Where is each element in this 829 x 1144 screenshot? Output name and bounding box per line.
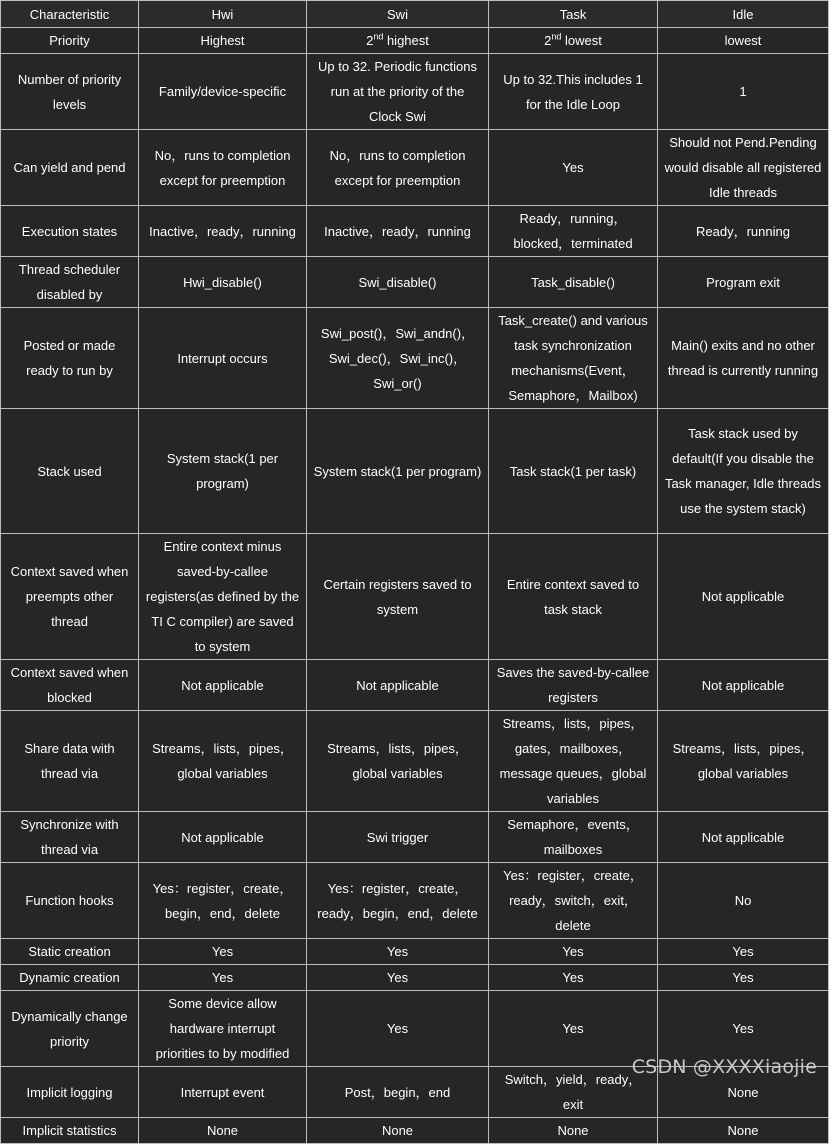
table-cell: None: [307, 1118, 489, 1144]
table-cell: lowest: [658, 28, 829, 54]
table-cell: None: [139, 1118, 307, 1144]
table-cell: Swi_disable(): [307, 257, 489, 308]
table-cell: Stack used: [1, 409, 139, 534]
watermark: CSDN @XXXXiaojie: [631, 1056, 817, 1078]
table-cell: No，runs to completion except for preemption: [307, 130, 489, 206]
table-cell: Posted or made ready to run by: [1, 308, 139, 409]
table-cell: Streams，lists，pipes，gates，mailboxes，message queues，global variables: [489, 711, 658, 812]
table-cell: Priority: [1, 28, 139, 54]
table-cell: Yes: [307, 991, 489, 1067]
table-row: [1, 812, 829, 863]
table-cell: Execution states: [1, 206, 139, 257]
table-row: [1, 409, 829, 534]
table-cell: Switch，yield，ready，exit: [489, 1067, 658, 1118]
table-row: [1, 939, 829, 965]
table-cell: Yes: [307, 965, 489, 991]
table-cell: No，runs to completion except for preemption: [139, 130, 307, 206]
table-cell: Should not Pend.Pending would disable all registered Idle threads: [658, 130, 829, 206]
table-cell: Can yield and pend: [1, 130, 139, 206]
header-cell: Swi: [307, 1, 489, 28]
table-row: [1, 257, 829, 308]
table-row: [1, 965, 829, 991]
priority-num: 2: [366, 33, 374, 48]
table-cell: Yes: [658, 939, 829, 965]
table-cell: System stack(1 per program): [307, 409, 489, 534]
table-cell: Implicit statistics: [1, 1118, 139, 1144]
table-cell: [489, 28, 658, 54]
table-cell: Not applicable: [658, 660, 829, 711]
table-cell: Ready，running，blocked，terminated: [489, 206, 658, 257]
table-cell: Inactive，ready，running: [307, 206, 489, 257]
table-cell: Program exit: [658, 257, 829, 308]
table-cell: Yes：register，create，ready，switch，exit，delete: [489, 863, 658, 939]
header-cell: Task: [489, 1, 658, 28]
table-cell: Task_disable(): [489, 257, 658, 308]
table-cell: Semaphore，events，mailboxes: [489, 812, 658, 863]
table-cell: Context saved when blocked: [1, 660, 139, 711]
table-row: [1, 130, 829, 206]
table-cell: Task stack used by default(If you disable the Task manager, Idle threads use the system stack): [658, 409, 829, 534]
table-cell: Not applicable: [658, 534, 829, 660]
table-cell: Swi_post()，Swi_andn()，Swi_dec()，Swi_inc()，Swi_or(): [307, 308, 489, 409]
table-cell: Up to 32.This includes 1 for the Idle Loop: [489, 54, 658, 130]
table-cell: Yes: [139, 965, 307, 991]
table-cell: Family/device-specific: [139, 54, 307, 130]
table-cell: Not applicable: [139, 812, 307, 863]
table-cell: Yes：register，create，begin，end，delete: [139, 863, 307, 939]
table-row: [1, 1118, 829, 1144]
table-cell: Yes: [658, 965, 829, 991]
table-cell: Share data with thread via: [1, 711, 139, 812]
header-cell: Characteristic: [1, 1, 139, 28]
table-cell: Task_create() and various task synchronization mechanisms(Event，Semaphore，Mailbox): [489, 308, 658, 409]
table-cell: Not applicable: [307, 660, 489, 711]
table-cell: System stack(1 per program): [139, 409, 307, 534]
table-cell: Entire context saved to task stack: [489, 534, 658, 660]
table-row: [1, 534, 829, 660]
table-cell: Not applicable: [139, 660, 307, 711]
header-row: [1, 1, 829, 28]
table-cell: Dynamically change priority: [1, 991, 139, 1067]
table-row: [1, 308, 829, 409]
table-cell: Streams，lists，pipes，global variables: [658, 711, 829, 812]
table-row: [1, 660, 829, 711]
table-cell: None: [658, 1118, 829, 1144]
table-cell: Ready，running: [658, 206, 829, 257]
table-cell: No: [658, 863, 829, 939]
table-cell: Yes: [307, 939, 489, 965]
table-cell: Post，begin，end: [307, 1067, 489, 1118]
table-cell: Task stack(1 per task): [489, 409, 658, 534]
table-cell: None: [658, 1067, 829, 1118]
table-cell: Streams，lists，pipes，global variables: [139, 711, 307, 812]
table-cell: Up to 32. Periodic functions run at the priority of the Clock Swi: [307, 54, 489, 130]
table-cell: Implicit logging: [1, 1067, 139, 1118]
table-cell: Yes：register，create，ready，begin，end，delete: [307, 863, 489, 939]
table-row: [1, 863, 829, 939]
table-cell: Hwi_disable(): [139, 257, 307, 308]
table-cell: Synchronize with thread via: [1, 812, 139, 863]
table-cell: Yes: [489, 965, 658, 991]
table-cell: Yes: [139, 939, 307, 965]
table-cell: Entire context minus saved-by-callee registers(as defined by the TI C compiler) are saved to system: [139, 534, 307, 660]
priority-rest: lowest: [561, 33, 602, 48]
table-cell: Thread scheduler disabled by: [1, 257, 139, 308]
table-cell: Inactive，ready，running: [139, 206, 307, 257]
table-cell: Highest: [139, 28, 307, 54]
priority-suffix: nd: [373, 31, 384, 42]
table-cell: Main() exits and no other thread is currently running: [658, 308, 829, 409]
priority-suffix: nd: [551, 31, 562, 42]
priority-rest: highest: [383, 33, 429, 48]
table-cell: Not applicable: [658, 812, 829, 863]
table-body: [1, 1, 829, 1144]
table-cell: None: [489, 1118, 658, 1144]
table-cell: Function hooks: [1, 863, 139, 939]
table-cell: Yes: [489, 130, 658, 206]
table-row: [1, 28, 829, 54]
header-cell: Idle: [658, 1, 829, 28]
priority-num: 2: [544, 33, 552, 48]
table-cell: Static creation: [1, 939, 139, 965]
table-cell: 1: [658, 54, 829, 130]
header-cell: Hwi: [139, 1, 307, 28]
table-row: [1, 711, 829, 812]
table-cell: Streams，lists，pipes，global variables: [307, 711, 489, 812]
table-row: [1, 206, 829, 257]
table-row: [1, 54, 829, 130]
table-cell: Some device allow hardware interrupt priorities to by modified: [139, 991, 307, 1067]
table-cell: Interrupt occurs: [139, 308, 307, 409]
table-cell: Context saved when preempts other thread: [1, 534, 139, 660]
table-cell: Swi trigger: [307, 812, 489, 863]
table-cell: Yes: [658, 991, 829, 1067]
table-cell: Number of priority levels: [1, 54, 139, 130]
table-cell: Yes: [489, 991, 658, 1067]
table-cell: [307, 28, 489, 54]
table-cell: Certain registers saved to system: [307, 534, 489, 660]
table-cell: Interrupt event: [139, 1067, 307, 1118]
table-cell: Dynamic creation: [1, 965, 139, 991]
table-cell: Yes: [489, 939, 658, 965]
table-cell: Saves the saved-by-callee registers: [489, 660, 658, 711]
